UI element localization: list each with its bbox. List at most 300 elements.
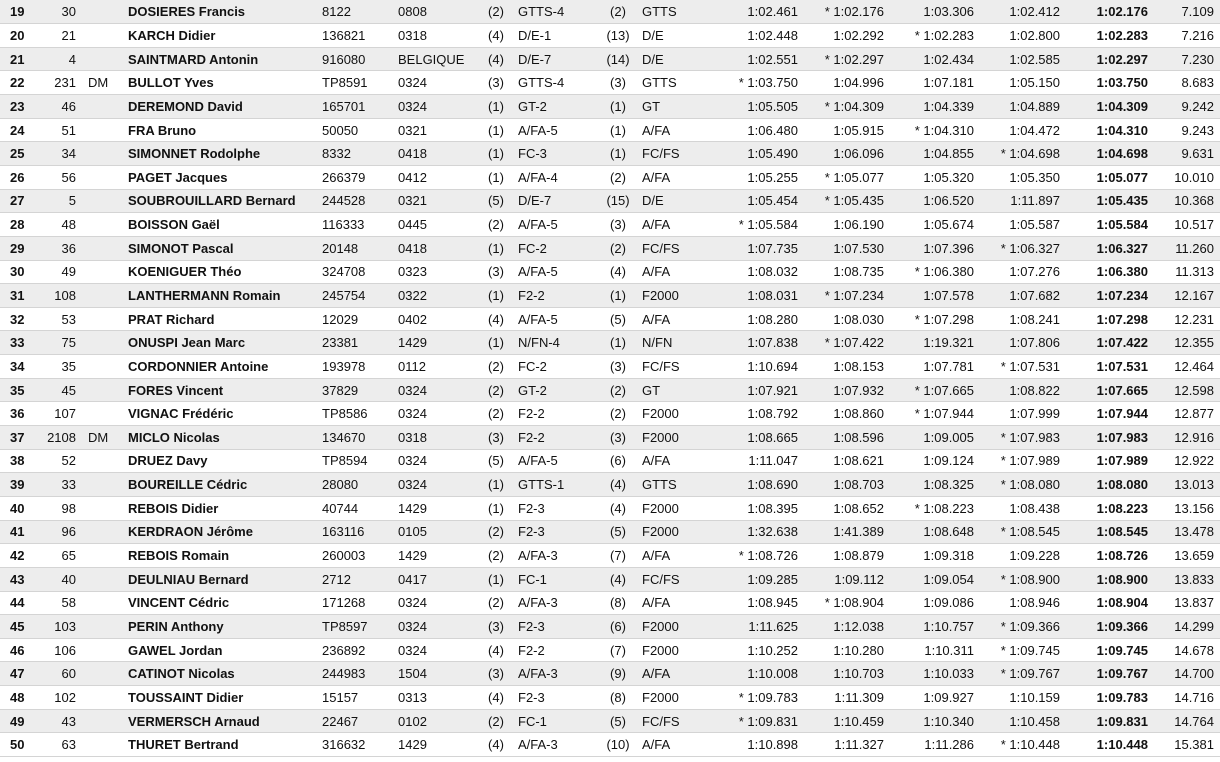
run-1-time-cell: * 1:05.584 <box>714 213 804 237</box>
position-cell: 21 <box>0 47 42 71</box>
driver-name-cell: PERIN Anthony <box>126 615 320 639</box>
position-cell: 47 <box>0 662 42 686</box>
position-cell: 27 <box>0 189 42 213</box>
asa-cell: 0402 <box>398 307 478 331</box>
class-rank-cell: (1) <box>478 331 514 355</box>
run-1-time-cell: 1:07.921 <box>714 378 804 402</box>
class-cell: A/FA-5 <box>514 118 598 142</box>
run-3-time-cell: 1:11.286 <box>890 733 980 757</box>
position-cell: 32 <box>0 307 42 331</box>
group-cell: FC/FS <box>638 355 714 379</box>
table-row <box>0 236 1220 260</box>
licence-cell: 20148 <box>320 236 398 260</box>
best-time-cell: 1:07.944 <box>1066 402 1156 426</box>
table-row <box>0 567 1220 591</box>
class-rank-cell: (1) <box>478 473 514 497</box>
gap-cell: 13.156 <box>1156 496 1220 520</box>
tag-cell <box>82 449 126 473</box>
group-cell: F2000 <box>638 496 714 520</box>
class-cell: A/FA-4 <box>514 165 598 189</box>
asa-cell: 0445 <box>398 213 478 237</box>
car-number-cell: 56 <box>42 165 82 189</box>
driver-name-cell: KOENIGUER Théo <box>126 260 320 284</box>
group-cell: F2000 <box>638 638 714 662</box>
run-1-time-cell: 1:10.898 <box>714 733 804 757</box>
car-number-cell: 21 <box>42 24 82 48</box>
driver-name-cell: LANTHERMANN Romain <box>126 284 320 308</box>
run-3-time-cell: 1:08.648 <box>890 520 980 544</box>
gap-cell: 12.916 <box>1156 426 1220 450</box>
run-4-time-cell: * 1:09.366 <box>980 615 1066 639</box>
run-2-time-cell: 1:08.860 <box>804 402 890 426</box>
run-2-time-cell: 1:06.096 <box>804 142 890 166</box>
run-4-time-cell: * 1:09.767 <box>980 662 1066 686</box>
car-number-cell: 40 <box>42 567 82 591</box>
best-time-cell: 1:06.380 <box>1066 260 1156 284</box>
best-time-cell: 1:03.750 <box>1066 71 1156 95</box>
table-row <box>0 520 1220 544</box>
driver-name-cell: SIMONOT Pascal <box>126 236 320 260</box>
best-time-cell: 1:07.298 <box>1066 307 1156 331</box>
driver-name-cell: DOSIERES Francis <box>126 0 320 24</box>
asa-cell: 1429 <box>398 733 478 757</box>
position-cell: 35 <box>0 378 42 402</box>
car-number-cell: 51 <box>42 118 82 142</box>
position-cell: 39 <box>0 473 42 497</box>
best-time-cell: 1:07.665 <box>1066 378 1156 402</box>
driver-name-cell: CORDONNIER Antoine <box>126 355 320 379</box>
gap-cell: 8.683 <box>1156 71 1220 95</box>
run-4-time-cell: 1:09.228 <box>980 544 1066 568</box>
position-cell: 30 <box>0 260 42 284</box>
position-cell: 45 <box>0 615 42 639</box>
best-time-cell: 1:09.745 <box>1066 638 1156 662</box>
group-rank-cell: (8) <box>598 686 638 710</box>
group-cell: F2000 <box>638 426 714 450</box>
gap-cell: 14.678 <box>1156 638 1220 662</box>
table-row <box>0 165 1220 189</box>
class-rank-cell: (2) <box>478 0 514 24</box>
licence-cell: 28080 <box>320 473 398 497</box>
run-1-time-cell: 1:08.031 <box>714 284 804 308</box>
asa-cell: 0102 <box>398 709 478 733</box>
class-cell: GTTS-4 <box>514 71 598 95</box>
class-rank-cell: (1) <box>478 284 514 308</box>
run-2-time-cell: 1:12.038 <box>804 615 890 639</box>
tag-cell <box>82 638 126 662</box>
class-cell: D/E-7 <box>514 47 598 71</box>
gap-cell: 12.231 <box>1156 307 1220 331</box>
asa-cell: 0417 <box>398 567 478 591</box>
class-cell: F2-3 <box>514 686 598 710</box>
class-cell: FC-2 <box>514 236 598 260</box>
best-time-cell: 1:05.584 <box>1066 213 1156 237</box>
position-cell: 22 <box>0 71 42 95</box>
group-cell: A/FA <box>638 165 714 189</box>
run-1-time-cell: 1:08.665 <box>714 426 804 450</box>
group-cell: D/E <box>638 24 714 48</box>
group-cell: GTTS <box>638 473 714 497</box>
table-row <box>0 615 1220 639</box>
best-time-cell: 1:04.698 <box>1066 142 1156 166</box>
run-2-time-cell: 1:08.030 <box>804 307 890 331</box>
class-cell: FC-2 <box>514 355 598 379</box>
gap-cell: 7.216 <box>1156 24 1220 48</box>
run-4-time-cell: 1:05.150 <box>980 71 1066 95</box>
run-4-time-cell: 1:08.241 <box>980 307 1066 331</box>
driver-name-cell: DRUEZ Davy <box>126 449 320 473</box>
gap-cell: 14.299 <box>1156 615 1220 639</box>
class-rank-cell: (1) <box>478 496 514 520</box>
class-rank-cell: (5) <box>478 189 514 213</box>
tag-cell <box>82 165 126 189</box>
gap-cell: 12.464 <box>1156 355 1220 379</box>
class-cell: FC-3 <box>514 142 598 166</box>
class-cell: F2-3 <box>514 496 598 520</box>
run-3-time-cell: 1:07.578 <box>890 284 980 308</box>
run-1-time-cell: 1:10.252 <box>714 638 804 662</box>
group-rank-cell: (4) <box>598 473 638 497</box>
gap-cell: 12.922 <box>1156 449 1220 473</box>
group-cell: GT <box>638 378 714 402</box>
class-cell: F2-2 <box>514 284 598 308</box>
group-cell: A/FA <box>638 307 714 331</box>
run-1-time-cell: * 1:09.831 <box>714 709 804 733</box>
run-1-time-cell: 1:06.480 <box>714 118 804 142</box>
tag-cell <box>82 402 126 426</box>
group-rank-cell: (7) <box>598 638 638 662</box>
position-cell: 31 <box>0 284 42 308</box>
car-number-cell: 107 <box>42 402 82 426</box>
run-3-time-cell: 1:09.318 <box>890 544 980 568</box>
class-rank-cell: (1) <box>478 95 514 119</box>
run-3-time-cell: 1:07.781 <box>890 355 980 379</box>
tag-cell <box>82 686 126 710</box>
run-3-time-cell: 1:05.674 <box>890 213 980 237</box>
best-time-cell: 1:08.726 <box>1066 544 1156 568</box>
best-time-cell: 1:08.904 <box>1066 591 1156 615</box>
table-row <box>0 426 1220 450</box>
run-3-time-cell: * 1:08.223 <box>890 496 980 520</box>
class-rank-cell: (3) <box>478 260 514 284</box>
best-time-cell: 1:09.366 <box>1066 615 1156 639</box>
tag-cell <box>82 307 126 331</box>
class-rank-cell: (1) <box>478 165 514 189</box>
position-cell: 49 <box>0 709 42 733</box>
position-cell: 42 <box>0 544 42 568</box>
run-1-time-cell: 1:02.448 <box>714 24 804 48</box>
asa-cell: 0324 <box>398 402 478 426</box>
run-2-time-cell: 1:05.915 <box>804 118 890 142</box>
run-2-time-cell: 1:08.879 <box>804 544 890 568</box>
class-cell: GTTS-4 <box>514 0 598 24</box>
run-4-time-cell: 1:08.946 <box>980 591 1066 615</box>
class-cell: N/FN-4 <box>514 331 598 355</box>
gap-cell: 12.877 <box>1156 402 1220 426</box>
group-rank-cell: (4) <box>598 567 638 591</box>
best-time-cell: 1:08.900 <box>1066 567 1156 591</box>
car-number-cell: 60 <box>42 662 82 686</box>
gap-cell: 7.109 <box>1156 0 1220 24</box>
tag-cell: DM <box>82 71 126 95</box>
run-1-time-cell: 1:08.690 <box>714 473 804 497</box>
licence-cell: 245754 <box>320 284 398 308</box>
class-rank-cell: (2) <box>478 355 514 379</box>
asa-cell: 0112 <box>398 355 478 379</box>
gap-cell: 9.243 <box>1156 118 1220 142</box>
tag-cell <box>82 733 126 757</box>
run-4-time-cell: 1:05.350 <box>980 165 1066 189</box>
licence-cell: 324708 <box>320 260 398 284</box>
asa-cell: 0324 <box>398 615 478 639</box>
table-row <box>0 71 1220 95</box>
car-number-cell: 75 <box>42 331 82 355</box>
group-cell: F2000 <box>638 686 714 710</box>
driver-name-cell: GAWEL Jordan <box>126 638 320 662</box>
class-rank-cell: (5) <box>478 449 514 473</box>
tag-cell <box>82 142 126 166</box>
asa-cell: 0418 <box>398 142 478 166</box>
run-1-time-cell: 1:08.280 <box>714 307 804 331</box>
class-rank-cell: (4) <box>478 733 514 757</box>
tag-cell <box>82 355 126 379</box>
class-cell: F2-2 <box>514 402 598 426</box>
group-rank-cell: (2) <box>598 402 638 426</box>
tag-cell <box>82 473 126 497</box>
run-2-time-cell: 1:10.280 <box>804 638 890 662</box>
asa-cell: 0412 <box>398 165 478 189</box>
licence-cell: 266379 <box>320 165 398 189</box>
run-1-time-cell: 1:02.551 <box>714 47 804 71</box>
table-row <box>0 331 1220 355</box>
group-cell: FC/FS <box>638 567 714 591</box>
run-1-time-cell: 1:09.285 <box>714 567 804 591</box>
tag-cell <box>82 496 126 520</box>
group-rank-cell: (1) <box>598 95 638 119</box>
best-time-cell: 1:04.309 <box>1066 95 1156 119</box>
asa-cell: 0322 <box>398 284 478 308</box>
driver-name-cell: FRA Bruno <box>126 118 320 142</box>
class-rank-cell: (3) <box>478 615 514 639</box>
run-1-time-cell: 1:05.255 <box>714 165 804 189</box>
run-2-time-cell: 1:08.153 <box>804 355 890 379</box>
run-4-time-cell: * 1:10.448 <box>980 733 1066 757</box>
car-number-cell: 103 <box>42 615 82 639</box>
class-rank-cell: (1) <box>478 142 514 166</box>
class-rank-cell: (2) <box>478 520 514 544</box>
run-4-time-cell: 1:07.806 <box>980 331 1066 355</box>
class-cell: FC-1 <box>514 709 598 733</box>
run-4-time-cell: * 1:09.745 <box>980 638 1066 662</box>
licence-cell: 316632 <box>320 733 398 757</box>
asa-cell: 0318 <box>398 426 478 450</box>
gap-cell: 13.013 <box>1156 473 1220 497</box>
tag-cell <box>82 284 126 308</box>
group-rank-cell: (2) <box>598 236 638 260</box>
class-rank-cell: (2) <box>478 213 514 237</box>
run-1-time-cell: 1:08.395 <box>714 496 804 520</box>
gap-cell: 13.837 <box>1156 591 1220 615</box>
run-2-time-cell: 1:10.703 <box>804 662 890 686</box>
run-2-time-cell: 1:08.652 <box>804 496 890 520</box>
table-row <box>0 638 1220 662</box>
group-cell: A/FA <box>638 544 714 568</box>
group-rank-cell: (5) <box>598 520 638 544</box>
run-3-time-cell: * 1:07.298 <box>890 307 980 331</box>
asa-cell: 1429 <box>398 331 478 355</box>
asa-cell: 0313 <box>398 686 478 710</box>
run-2-time-cell: 1:11.327 <box>804 733 890 757</box>
run-4-time-cell: 1:05.587 <box>980 213 1066 237</box>
group-cell: FC/FS <box>638 236 714 260</box>
table-row <box>0 189 1220 213</box>
tag-cell <box>82 662 126 686</box>
run-4-time-cell: 1:07.276 <box>980 260 1066 284</box>
best-time-cell: 1:02.297 <box>1066 47 1156 71</box>
class-cell: F2-2 <box>514 426 598 450</box>
tag-cell <box>82 213 126 237</box>
run-1-time-cell: 1:08.032 <box>714 260 804 284</box>
run-2-time-cell: * 1:02.297 <box>804 47 890 71</box>
gap-cell: 13.833 <box>1156 567 1220 591</box>
tag-cell <box>82 236 126 260</box>
asa-cell: 0808 <box>398 0 478 24</box>
gap-cell: 14.700 <box>1156 662 1220 686</box>
group-rank-cell: (9) <box>598 662 638 686</box>
best-time-cell: 1:08.223 <box>1066 496 1156 520</box>
run-3-time-cell: 1:10.340 <box>890 709 980 733</box>
car-number-cell: 65 <box>42 544 82 568</box>
run-3-time-cell: 1:09.927 <box>890 686 980 710</box>
licence-cell: 40744 <box>320 496 398 520</box>
driver-name-cell: DEULNIAU Bernard <box>126 567 320 591</box>
best-time-cell: 1:05.077 <box>1066 165 1156 189</box>
group-cell: D/E <box>638 189 714 213</box>
group-cell: F2000 <box>638 520 714 544</box>
group-cell: FC/FS <box>638 142 714 166</box>
class-rank-cell: (4) <box>478 638 514 662</box>
driver-name-cell: REBOIS Didier <box>126 496 320 520</box>
run-2-time-cell: 1:41.389 <box>804 520 890 544</box>
table-row <box>0 260 1220 284</box>
car-number-cell: 53 <box>42 307 82 331</box>
driver-name-cell: SOUBROUILLARD Bernard <box>126 189 320 213</box>
run-1-time-cell: 1:07.735 <box>714 236 804 260</box>
gap-cell: 9.242 <box>1156 95 1220 119</box>
licence-cell: 134670 <box>320 426 398 450</box>
run-2-time-cell: 1:08.703 <box>804 473 890 497</box>
class-rank-cell: (1) <box>478 118 514 142</box>
tag-cell <box>82 709 126 733</box>
group-rank-cell: (15) <box>598 189 638 213</box>
run-1-time-cell: * 1:08.726 <box>714 544 804 568</box>
car-number-cell: 5 <box>42 189 82 213</box>
table-row <box>0 686 1220 710</box>
run-4-time-cell: * 1:08.545 <box>980 520 1066 544</box>
car-number-cell: 96 <box>42 520 82 544</box>
car-number-cell: 4 <box>42 47 82 71</box>
class-rank-cell: (1) <box>478 567 514 591</box>
driver-name-cell: MICLO Nicolas <box>126 426 320 450</box>
group-rank-cell: (1) <box>598 331 638 355</box>
asa-cell: 0105 <box>398 520 478 544</box>
best-time-cell: 1:07.422 <box>1066 331 1156 355</box>
driver-name-cell: BOUREILLE Cédric <box>126 473 320 497</box>
class-cell: A/FA-3 <box>514 591 598 615</box>
run-3-time-cell: 1:09.054 <box>890 567 980 591</box>
car-number-cell: 58 <box>42 591 82 615</box>
run-1-time-cell: 1:07.838 <box>714 331 804 355</box>
run-4-time-cell: 1:07.682 <box>980 284 1066 308</box>
driver-name-cell: TOUSSAINT Didier <box>126 686 320 710</box>
run-2-time-cell: 1:06.190 <box>804 213 890 237</box>
class-cell: A/FA-5 <box>514 307 598 331</box>
group-rank-cell: (3) <box>598 426 638 450</box>
run-4-time-cell: 1:08.822 <box>980 378 1066 402</box>
run-1-time-cell: 1:02.461 <box>714 0 804 24</box>
tag-cell <box>82 520 126 544</box>
group-rank-cell: (1) <box>598 284 638 308</box>
run-4-time-cell: * 1:06.327 <box>980 236 1066 260</box>
run-1-time-cell: 1:08.945 <box>714 591 804 615</box>
position-cell: 48 <box>0 686 42 710</box>
run-4-time-cell: * 1:04.698 <box>980 142 1066 166</box>
best-time-cell: 1:07.983 <box>1066 426 1156 450</box>
run-2-time-cell: * 1:02.176 <box>804 0 890 24</box>
group-rank-cell: (3) <box>598 355 638 379</box>
group-rank-cell: (5) <box>598 709 638 733</box>
table-row <box>0 142 1220 166</box>
group-rank-cell: (10) <box>598 733 638 757</box>
best-time-cell: 1:04.310 <box>1066 118 1156 142</box>
table-row <box>0 591 1220 615</box>
best-time-cell: 1:07.234 <box>1066 284 1156 308</box>
run-1-time-cell: 1:10.694 <box>714 355 804 379</box>
best-time-cell: 1:09.783 <box>1066 686 1156 710</box>
licence-cell: 244528 <box>320 189 398 213</box>
group-cell: GTTS <box>638 71 714 95</box>
group-rank-cell: (4) <box>598 260 638 284</box>
group-rank-cell: (3) <box>598 213 638 237</box>
group-cell: GTTS <box>638 0 714 24</box>
run-3-time-cell: * 1:07.944 <box>890 402 980 426</box>
best-time-cell: 1:02.283 <box>1066 24 1156 48</box>
run-4-time-cell: 1:04.889 <box>980 95 1066 119</box>
best-time-cell: 1:10.448 <box>1066 733 1156 757</box>
tag-cell <box>82 544 126 568</box>
tag-cell <box>82 567 126 591</box>
run-1-time-cell: 1:05.505 <box>714 95 804 119</box>
run-4-time-cell: 1:11.897 <box>980 189 1066 213</box>
gap-cell: 10.368 <box>1156 189 1220 213</box>
tag-cell <box>82 118 126 142</box>
car-number-cell: 43 <box>42 709 82 733</box>
driver-name-cell: VINCENT Cédric <box>126 591 320 615</box>
class-rank-cell: (3) <box>478 662 514 686</box>
table-row <box>0 402 1220 426</box>
run-2-time-cell: 1:09.112 <box>804 567 890 591</box>
run-2-time-cell: * 1:07.422 <box>804 331 890 355</box>
car-number-cell: 35 <box>42 355 82 379</box>
run-1-time-cell: 1:05.490 <box>714 142 804 166</box>
licence-cell: 171268 <box>320 591 398 615</box>
driver-name-cell: VIGNAC Frédéric <box>126 402 320 426</box>
group-cell: A/FA <box>638 260 714 284</box>
table-row <box>0 213 1220 237</box>
table-row <box>0 496 1220 520</box>
table-row <box>0 95 1220 119</box>
asa-cell: 0324 <box>398 378 478 402</box>
